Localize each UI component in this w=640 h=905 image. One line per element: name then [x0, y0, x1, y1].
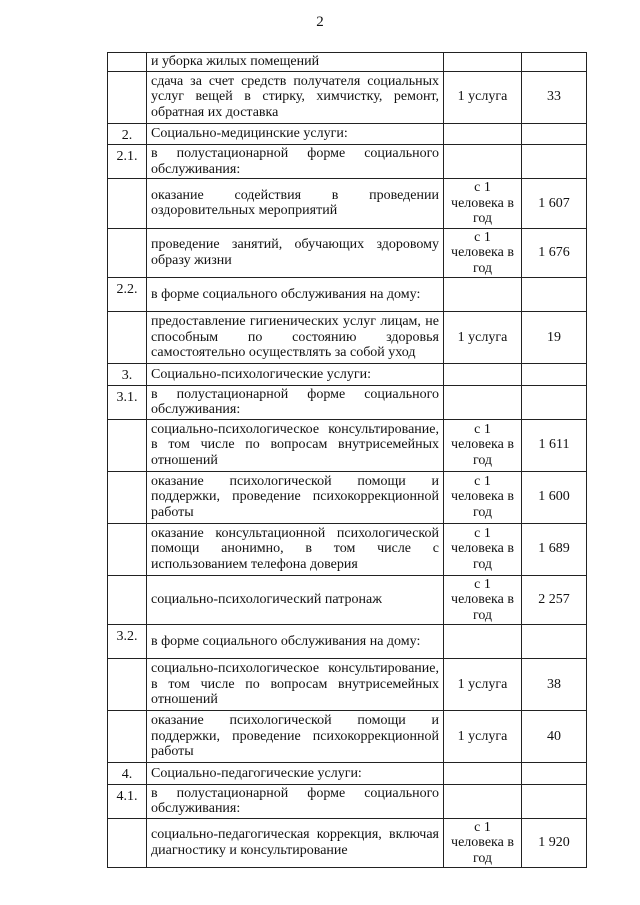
row-number: 3.1. [108, 385, 147, 419]
row-number [108, 53, 147, 72]
row-number: 2.2. [108, 278, 147, 312]
price-value [522, 385, 587, 419]
table-row [108, 123, 587, 145]
price-value [522, 784, 587, 818]
row-number [108, 818, 147, 868]
table-row [108, 575, 587, 625]
table-row [108, 312, 587, 364]
price-value: 2 257 [522, 575, 587, 625]
unit-of-service: 1 услуга [444, 711, 522, 763]
service-name: социально-педагогическая коррекция, включая диагностику и консультирование [147, 818, 444, 868]
table-row [108, 364, 587, 386]
unit-of-service [444, 53, 522, 72]
table-row [108, 763, 587, 785]
unit-of-service: 1 услуга [444, 312, 522, 364]
unit-of-service: 1 услуга [444, 71, 522, 123]
unit-of-service [444, 364, 522, 386]
price-value: 38 [522, 659, 587, 711]
unit-of-service: с 1 человека в год [444, 471, 522, 523]
table-row [108, 278, 587, 312]
table-row [108, 784, 587, 818]
row-number [108, 71, 147, 123]
row-number: 2. [108, 123, 147, 145]
row-number [108, 471, 147, 523]
service-name: проведение занятий, обучающих здоровому образу жизни [147, 228, 444, 278]
row-number [108, 575, 147, 625]
price-value [522, 278, 587, 312]
row-number [108, 523, 147, 575]
service-name: Социально-психологические услуги: [147, 364, 444, 386]
row-number [108, 179, 147, 229]
row-number: 3. [108, 364, 147, 386]
unit-of-service [444, 145, 522, 179]
row-number: 4.1. [108, 784, 147, 818]
unit-of-service: с 1 человека в год [444, 523, 522, 575]
service-name: социально-психологический патронаж [147, 575, 444, 625]
table-row [108, 471, 587, 523]
table-row [108, 818, 587, 868]
service-name: Социально-педагогические услуги: [147, 763, 444, 785]
price-value: 1 600 [522, 471, 587, 523]
service-name: и уборка жилых помещений [147, 53, 444, 72]
service-name: оказание психологической помощи и поддержки, проведение психокоррекционной работы [147, 711, 444, 763]
unit-of-service [444, 625, 522, 659]
table-row [108, 711, 587, 763]
unit-of-service: с 1 человека в год [444, 575, 522, 625]
price-value: 19 [522, 312, 587, 364]
row-number [108, 228, 147, 278]
service-name: предоставление гигиенических услуг лицам, не способным по состоянию здоровья самостоятельно осуществлять за собой уход [147, 312, 444, 364]
table-row [108, 625, 587, 659]
price-value [522, 53, 587, 72]
unit-of-service [444, 385, 522, 419]
table-row [108, 659, 587, 711]
unit-of-service: с 1 человека в год [444, 818, 522, 868]
row-number [108, 419, 147, 471]
table-body [108, 53, 587, 868]
table-row [108, 523, 587, 575]
unit-of-service: с 1 человека в год [444, 228, 522, 278]
table-row [108, 53, 587, 72]
service-name: оказание психологической помощи и поддержки, проведение психокоррекционной работы [147, 471, 444, 523]
price-value: 1 607 [522, 179, 587, 229]
service-name: в полустационарной форме социального обслуживания: [147, 385, 444, 419]
service-name: в форме социального обслуживания на дому: [147, 278, 444, 312]
table-row [108, 419, 587, 471]
price-value [522, 763, 587, 785]
row-number: 4. [108, 763, 147, 785]
unit-of-service [444, 784, 522, 818]
price-value [522, 364, 587, 386]
table-row [108, 71, 587, 123]
unit-of-service [444, 763, 522, 785]
service-name: сдача за счет средств получателя социальных услуг вещей в стирку, химчистку, ремонт, обратная их доставка [147, 71, 444, 123]
table-row [108, 385, 587, 419]
price-value: 1 920 [522, 818, 587, 868]
unit-of-service [444, 123, 522, 145]
services-price-table [107, 52, 587, 868]
price-value: 1 689 [522, 523, 587, 575]
price-value: 1 676 [522, 228, 587, 278]
table-row [108, 145, 587, 179]
service-name: социально-психологическое консультирование, в том числе по вопросам внутрисемейных отношений [147, 659, 444, 711]
page-number: 2 [316, 14, 324, 30]
unit-of-service: с 1 человека в год [444, 419, 522, 471]
row-number [108, 312, 147, 364]
service-name: Социально-медицинские услуги: [147, 123, 444, 145]
price-value: 1 611 [522, 419, 587, 471]
row-number: 2.1. [108, 145, 147, 179]
price-value [522, 625, 587, 659]
row-number [108, 711, 147, 763]
service-name: социально-психологическое консультирование, в том числе по вопросам внутрисемейных отношений [147, 419, 444, 471]
row-number [108, 659, 147, 711]
price-value [522, 145, 587, 179]
price-value [522, 123, 587, 145]
service-name: оказание содействия в проведении оздоровительных мероприятий [147, 179, 444, 229]
table-row [108, 179, 587, 229]
table-row [108, 228, 587, 278]
service-name: в полустационарной форме социального обслуживания: [147, 145, 444, 179]
row-number: 3.2. [108, 625, 147, 659]
price-value: 40 [522, 711, 587, 763]
service-name: в форме социального обслуживания на дому: [147, 625, 444, 659]
service-name: в полустационарной форме социального обслуживания: [147, 784, 444, 818]
unit-of-service: с 1 человека в год [444, 179, 522, 229]
unit-of-service: 1 услуга [444, 659, 522, 711]
service-name: оказание консультационной психологической помощи анонимно, в том числе с использованием телефона доверия [147, 523, 444, 575]
price-value: 33 [522, 71, 587, 123]
unit-of-service [444, 278, 522, 312]
